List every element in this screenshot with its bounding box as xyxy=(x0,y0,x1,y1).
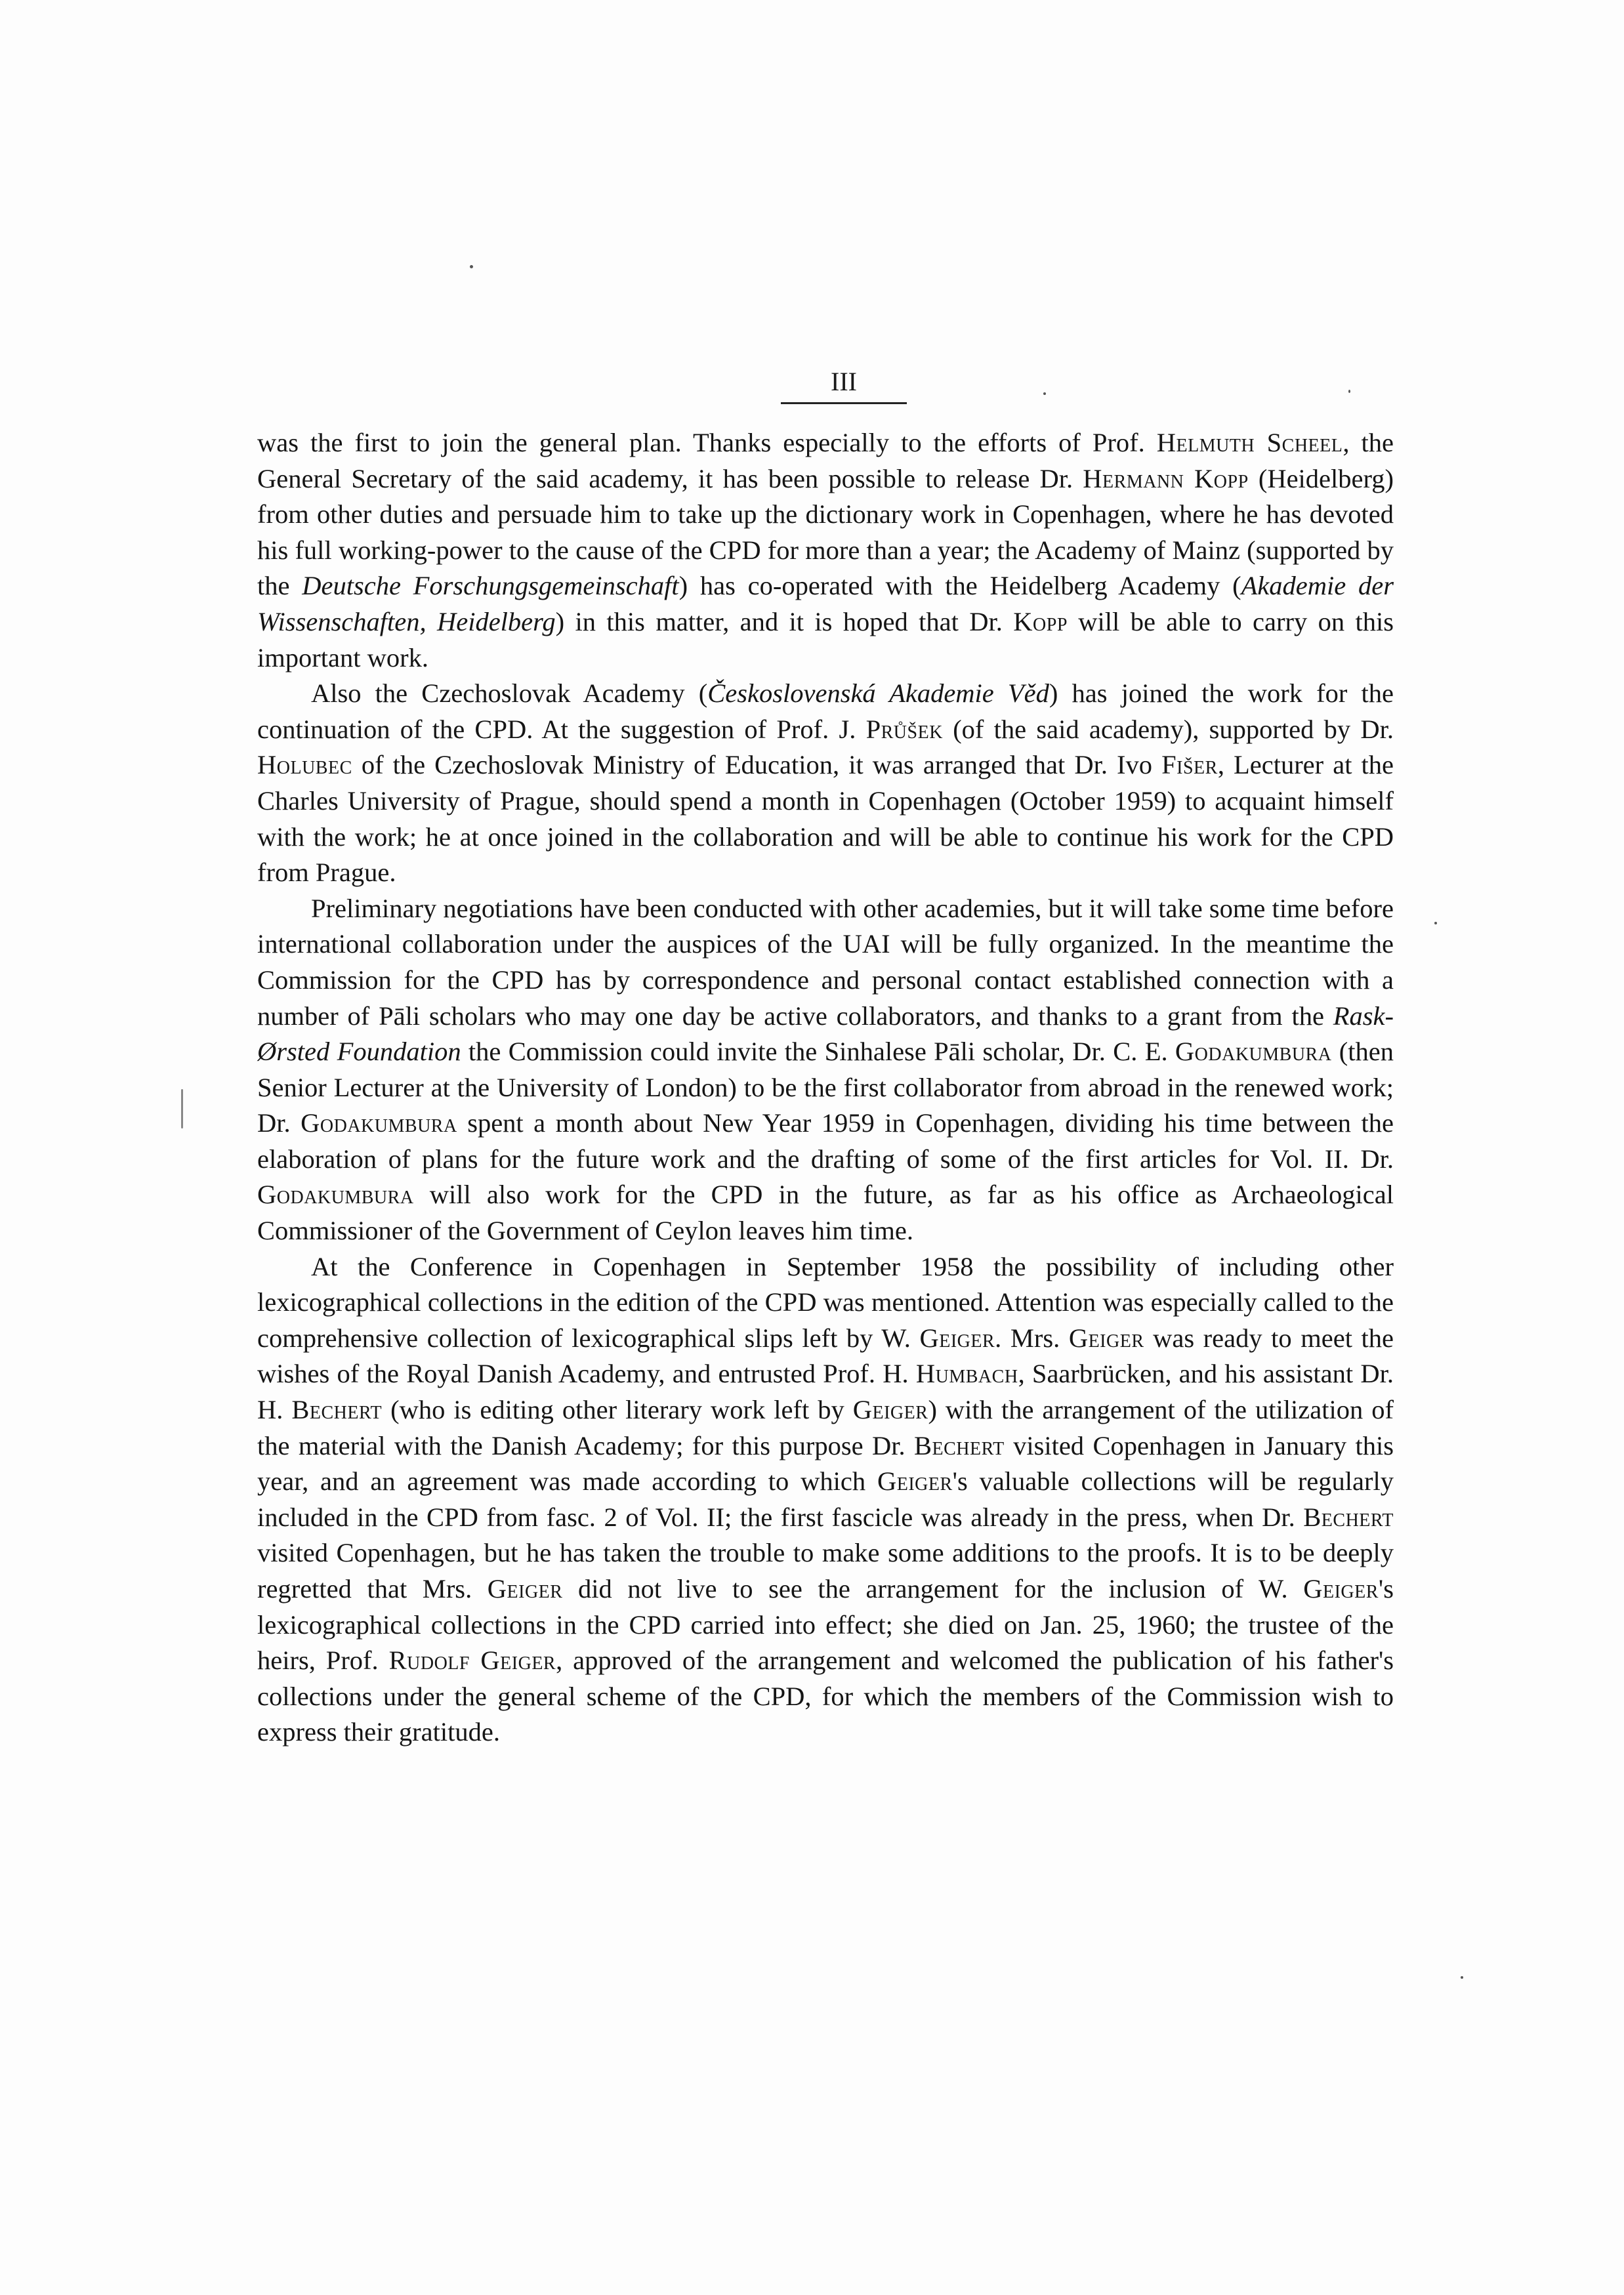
text-run: ) in this matter, and it is hoped that Dr. xyxy=(555,606,1014,636)
paragraph-3 xyxy=(257,891,1394,1249)
text-run: , the General Secretary of the said academy, it has been possible to release Dr. xyxy=(257,428,1394,493)
italic-title: Akademie der Wissenschaften, Heidelberg xyxy=(257,571,1394,636)
text-run: visited Copenhagen in January this year, and an agreement was made according to which xyxy=(257,1430,1394,1497)
person-name: Rudolf Geiger xyxy=(388,1645,556,1676)
person-name: Godakumbura xyxy=(301,1108,457,1138)
text-run: ) with the arrangement of the utilization of the material with the Danish Academy; for this purpose Dr. xyxy=(257,1395,1394,1460)
paragraph-4 xyxy=(257,1249,1394,1750)
text-run: spent a month about New Year 1959 in Copenhagen, dividing his time between the elaboration of plans for the future work and the drafting of some of the first articles for Vol. II. Dr. xyxy=(257,1108,1394,1174)
person-name: Geiger xyxy=(919,1323,995,1353)
page-number: III xyxy=(781,366,907,404)
text-run: 's lexicographical collections in the CPD carried into effect; she died on Jan. 25, 1960; the trustee of the heirs, Prof. xyxy=(257,1574,1394,1676)
text-run: was the first to join the general plan. Thanks especially to the efforts of Prof. xyxy=(257,428,1157,457)
person-name: Godakumbura xyxy=(1175,1037,1332,1067)
person-name: Humbach xyxy=(915,1359,1018,1389)
text-run: ) has co-operated with the Heidelberg Academy ( xyxy=(678,571,1241,601)
italic-title: Deutsche Forschungsgemeinschaft xyxy=(302,571,679,601)
person-name: Bechert xyxy=(291,1395,383,1425)
text-run: Also the Czechoslovak Academy ( xyxy=(311,678,708,709)
person-name: Kopp xyxy=(1013,606,1068,636)
italic-title: Rask-Ørsted Foundation xyxy=(257,1001,1394,1067)
text-run: . Mrs. xyxy=(995,1323,1069,1353)
person-name: Helmuth Scheel xyxy=(1156,428,1343,457)
paragraph-2 xyxy=(257,676,1394,891)
text-run: (then Senior Lecturer at the University of London) to be the first collaborator from abroad in the renewed work; Dr. xyxy=(257,1037,1394,1138)
text-run: At the Conference in Copenhagen in September 1958 the possibility of including other lexicographical collections in the edition of the CPD was mentioned. Attention was especially called to the comprehensive collection of lexicographical slips left by W. xyxy=(257,1251,1394,1353)
person-name: Průšek xyxy=(865,714,943,744)
person-name: Bechert xyxy=(913,1430,1005,1460)
text-run: (Heidelberg) from other duties and persuade him to take up the dictionary work in Copenhagen, where he has devoted his full working-power to the cause of the CPD for more than a year; the Academy of Mainz (supported by the xyxy=(257,463,1394,601)
person-name: Geiger xyxy=(487,1574,563,1603)
scan-speck xyxy=(1043,392,1046,395)
text-run: the Commission could invite the Sinhalese Pāli scholar, Dr. C. E. xyxy=(461,1037,1175,1067)
scan-speck xyxy=(1461,1976,1463,1979)
text-run: ) has joined the work for the continuation of the CPD. At the suggestion of Prof. J. xyxy=(257,678,1394,744)
scan-speck xyxy=(1434,922,1437,924)
text-run: , Lecturer at the Charles University of Prague, should spend a month in Copenhagen (October 1959) to acquaint himself with the work; he at once joined in the collaboration and will be able to continue his work for the CPD from Prague. xyxy=(257,750,1394,888)
text-run: (of the said academy), supported by Dr. xyxy=(942,714,1394,744)
person-name: Bechert xyxy=(1303,1502,1394,1532)
person-name: Fišer xyxy=(1161,750,1218,780)
text-run: (who is editing other literary work left by xyxy=(382,1395,853,1425)
text-run: will also work for the CPD in the future, as far as his office as Archaeological Commissioner of the Government of Ceylon leaves him time. xyxy=(257,1180,1394,1246)
text-run: 's valuable collections will be regularly included in the CPD from fasc. 2 of Vol. II; the first fascicle was already in the press, when Dr. xyxy=(257,1466,1394,1532)
paragraph-1 xyxy=(257,425,1394,676)
person-name: Godakumbura xyxy=(257,1180,414,1210)
person-name: Geiger xyxy=(1303,1574,1379,1603)
italic-title: Československá Akademie Věd xyxy=(707,678,1049,709)
body-text xyxy=(257,425,1394,1750)
person-name: Holubec xyxy=(257,750,352,780)
person-name: Hermann Kopp xyxy=(1083,463,1249,493)
scan-speck xyxy=(470,265,473,268)
person-name: Geiger xyxy=(1068,1323,1144,1353)
text-run: , approved of the arrangement and welcomed the publication of his father's collections under the general scheme of the CPD, for which the members of the Commission wish to express their gratitude. xyxy=(257,1645,1394,1747)
person-name: Geiger xyxy=(877,1466,953,1497)
text-run: visited Copenhagen, but he has taken the trouble to make some additions to the proofs. It is to be deeply regretted that Mrs. xyxy=(257,1538,1394,1603)
scan-speck xyxy=(181,1089,183,1128)
text-run: , Saarbrücken, and his assistant Dr. H. xyxy=(257,1359,1394,1425)
text-run: Preliminary negotiations have been conducted with other academies, but it will take some time before international collaboration under the auspices of the UAI will be fully organized. In the meantime the Commission for the CPD has by correspondence and personal contact established connection with a number of Pāli scholars who may one day be active collaborators, and thanks to a grant from the xyxy=(257,893,1394,1031)
text-run: will be able to carry on this important work. xyxy=(257,606,1394,672)
scan-speck xyxy=(1348,390,1350,393)
text-run: of the Czechoslovak Ministry of Education, it was arranged that Dr. Ivo xyxy=(352,750,1162,780)
text-run: was ready to meet the wishes of the Royal Danish Academy, and entrusted Prof. H. xyxy=(257,1323,1394,1389)
person-name: Geiger xyxy=(852,1395,928,1425)
text-run: did not live to see the arrangement for the inclusion of W. xyxy=(562,1574,1304,1603)
